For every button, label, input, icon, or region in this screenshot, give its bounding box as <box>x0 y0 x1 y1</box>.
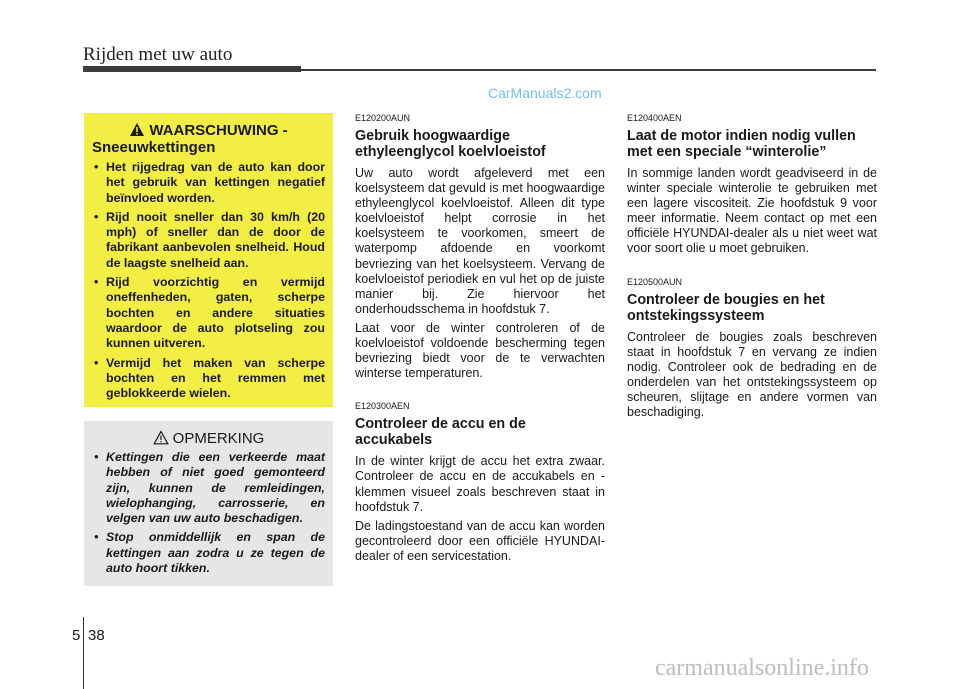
section-paragraph: In de winter krijgt de accu het extra zwaar. Controleer de accu en de accukabels en -klemmen visueel zoals beschreven staat in hoofdstuk 7. <box>355 454 605 514</box>
page-number: 38 <box>88 627 105 644</box>
caution-triangle-icon <box>153 430 169 445</box>
section-code: E120200AUN <box>355 113 411 123</box>
section-title-spark-plugs: Controleer de bougies en het ontstekingssysteem <box>627 291 825 324</box>
note-box <box>84 421 333 586</box>
note-title-text: OPMERKING <box>172 430 265 447</box>
warning-list <box>92 160 325 401</box>
warning-item: • Het rijgedrag van de auto kan door het gebruik van kettingen negatief beïnvloed worden. <box>92 160 325 206</box>
chapter-number: 5 <box>72 627 81 644</box>
footer-watermark: carmanualsonline.info <box>655 655 869 681</box>
section-code: E120500AUN <box>627 276 683 287</box>
warning-triangle-icon <box>129 122 145 137</box>
section-title-winter-oil: Laat de motor indien nodig vullen met een speciale “winterolie” <box>627 128 856 160</box>
warning-subtitle: Sneeuwkettingen <box>92 139 216 156</box>
section-code: E120400AEN <box>627 113 682 123</box>
section-title-battery: Controleer de accu en de accukabels <box>355 416 526 449</box>
warning-box <box>84 113 333 407</box>
right-column <box>627 113 877 424</box>
warning-item: • Vermijd het maken van scherpe bochten en het remmen met geblokkeerde wielen. <box>92 356 325 402</box>
page-number-divider <box>83 617 84 689</box>
section-paragraph: Uw auto wordt afgeleverd met een koelsysteem dat gevuld is met hoogwaardige ethyleenglycol koelvloeistof. Alleen dit type koelvloeistof helpt corrosie in het koelsysteem te voorkomen, smeert de waterpomp afdoende en voorkomt bevriezing van het koelsysteem. Vervang de koelvloeistof periodiek en vul het op de juiste manier bij. Zie hiervoor het onderhoudsschema in hoofdstuk 7. <box>355 166 605 316</box>
section-paragraph: Laat voor de winter controleren of de koelvloeistof voldoende bescherming tegen bevriezing biedt voor de te verwachten winterse temperaturen. <box>355 320 605 381</box>
section-title-coolant: Gebruik hoogwaardige ethyleenglycol koelvloeistof <box>355 128 546 160</box>
warning-title <box>92 122 325 139</box>
note-title <box>92 430 325 447</box>
note-item: • Kettingen die een verkeerde maat hebben of niet goed gemonteerd zijn, kunnen de remleidingen, wielophanging, carrosserie, en velgen van uw auto beschadigen. <box>92 450 325 526</box>
section-paragraph: Controleer de bougies zoals beschreven staat in hoofdstuk 7 en vervang ze indien nodig. Controleer ook de bedrading en de onderdelen van het ontstekingssysteem op scheuren, slijtage en andere vormen van beschadiging. <box>627 329 877 420</box>
section-paragraph: In sommige landen wordt geadviseerd in de winter speciale winterolie te gebruiken met een lagere viscositeit. Zie hoofdstuk 9 voor meer informatie. Neem contact op met een officiële HYUNDAI-dealer als u niet weet wat voor soort olie u moet gebruiken. <box>627 166 877 256</box>
warning-title-text: WAARSCHUWING - <box>149 122 288 139</box>
warning-item: • Rijd voorzichtig en vermijd oneffenheden, gaten, scherpe bochten en andere situaties waardoor de auto plotseling zou kunnen uitveren. <box>92 275 325 351</box>
section-paragraph: De ladingstoestand van de accu kan worden gecontroleerd door een officiële HYUNDAI-dealer of een servicestation. <box>355 518 605 563</box>
header-rule-thin <box>301 69 876 71</box>
site-watermark: CarManuals2.com <box>488 85 602 101</box>
header-rule-thick <box>83 66 301 72</box>
chapter-header-title: Rijden met uw auto <box>83 44 233 65</box>
note-list <box>92 450 325 576</box>
warning-item: • Rijd nooit sneller dan 30 km/h (20 mph) of sneller dan de door de fabrikant aanbevolen snelheid. Houd de laagste snelheid aan. <box>92 210 325 271</box>
section-code: E120300AEN <box>355 401 410 412</box>
middle-column <box>355 113 605 568</box>
note-item: • Stop onmiddellijk en span de kettingen aan zodra u ze tegen de auto hoort tikken. <box>92 530 325 576</box>
